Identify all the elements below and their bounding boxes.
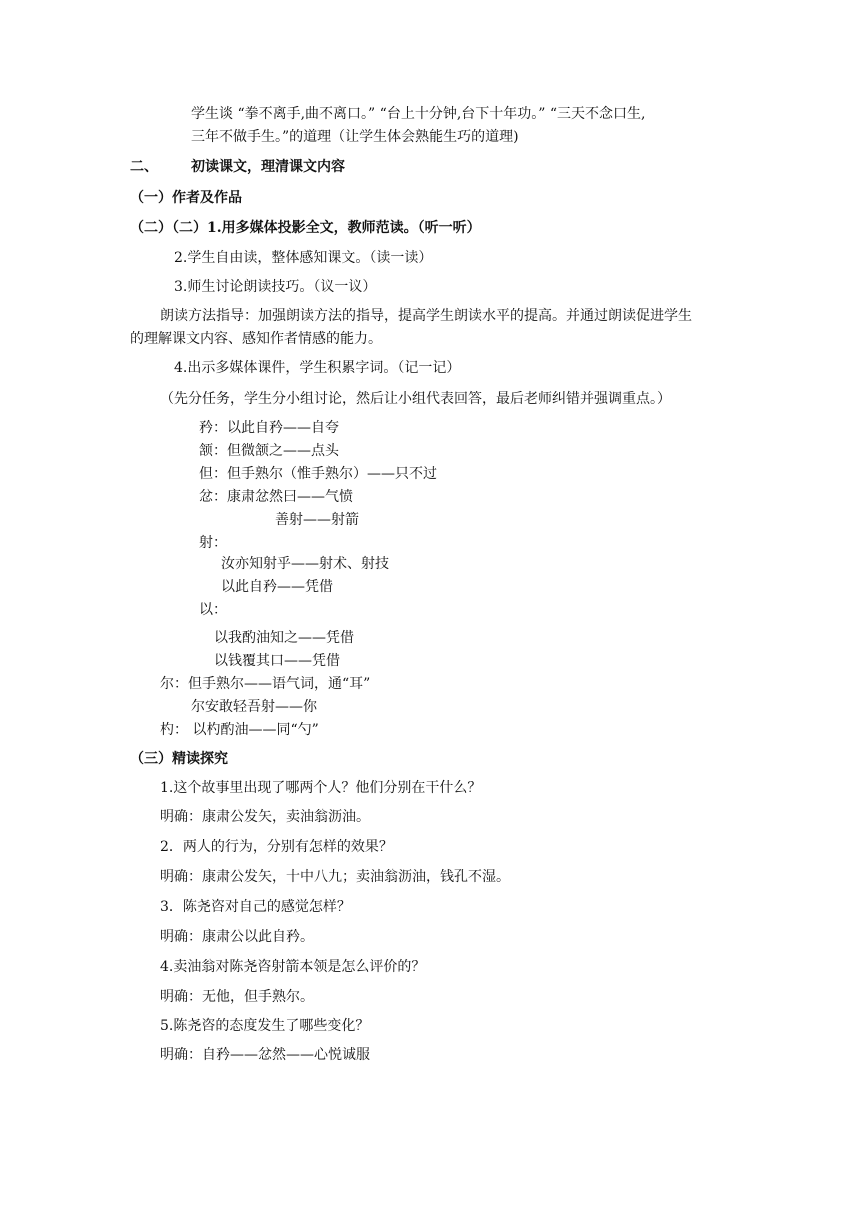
vocab-item: 以我酌油知之——凭借 bbox=[214, 630, 354, 646]
section-heading: 初读课文，理清课文内容 bbox=[191, 159, 345, 175]
subsection-heading: （二）（二）1.用多媒体投影全文，教师范读。（听一听） bbox=[130, 220, 481, 236]
answer: 明确：康肃公以此自矜。 bbox=[160, 929, 314, 945]
question: 5.陈尧咨的态度发生了哪些变化？ bbox=[160, 1018, 370, 1034]
answer: 明确：自矜——忿然——心悦诚服 bbox=[160, 1047, 370, 1063]
text-line: 4.出示多媒体课件，学生积累字词。（记一记） bbox=[174, 360, 461, 376]
text-line: 学生谈 “拳不离手,曲不离口。” “台上十分钟,台下十年功。” “三天不念口生, bbox=[191, 106, 646, 122]
subsection-heading: （一）作者及作品 bbox=[130, 190, 242, 206]
vocab-item: 矜：以此自矜——自夸 bbox=[199, 420, 339, 436]
vocab-item: 汝亦知射乎——射术、射技 bbox=[221, 556, 389, 572]
vocab-item: 尔：但手熟尔——语气词，通“耳” bbox=[160, 676, 371, 692]
question: 1.这个故事里出现了哪两个人？他们分别在干什么？ bbox=[160, 780, 482, 796]
vocab-item: 射： bbox=[199, 535, 227, 551]
vocab-item: 以： bbox=[199, 602, 227, 618]
answer: 明确：康肃公发矢，卖油翁沥油。 bbox=[160, 809, 370, 825]
vocab-item: 杓： 以杓酌油——同“勺” bbox=[160, 722, 319, 738]
question: 4.卖油翁对陈尧咨射箭本领是怎么评价的？ bbox=[160, 959, 426, 975]
vocab-item: 忿：康肃忿然曰——气愤 bbox=[199, 489, 353, 505]
text-line: 的理解课文内容、感知作者情感的能力。 bbox=[130, 331, 382, 347]
vocab-item: 颔：但微颔之——点头 bbox=[199, 443, 339, 459]
text-line: 2.学生自由读，整体感知课文。（读一读） bbox=[174, 250, 433, 266]
vocab-item: 以钱覆其口——凭借 bbox=[214, 653, 340, 669]
section-number: 二、 bbox=[130, 159, 158, 175]
text-line: （先分任务，学生分小组讨论，然后让小组代表回答，最后老师纠错并强调重点。） bbox=[160, 391, 671, 407]
vocab-item: 但：但手熟尔（惟手熟尔）——只不过 bbox=[199, 466, 437, 482]
answer: 明确：无他，但手熟尔。 bbox=[160, 989, 314, 1005]
text-line: 三年不做手生。”的道理（让学生体会熟能生巧的道理) bbox=[191, 129, 519, 145]
vocab-item: 善射——射箭 bbox=[275, 512, 359, 528]
vocab-item: 以此自矜——凭借 bbox=[221, 579, 333, 595]
answer: 明确：康肃公发矢，十中八九；卖油翁沥油，钱孔不湿。 bbox=[160, 869, 510, 885]
subsection-heading: （三）精读探究 bbox=[130, 751, 228, 767]
question: 3．陈尧咨对自己的感觉怎样？ bbox=[160, 899, 351, 915]
text-line: 朗读方法指导：加强朗读方法的指导，提高学生朗读水平的提高。并通过朗读促进学生 bbox=[160, 308, 692, 324]
question: 2．两人的行为，分别有怎样的效果？ bbox=[160, 839, 393, 855]
vocab-item: 尔安敢轻吾射——你 bbox=[191, 699, 317, 715]
text-line: 3.师生讨论朗读技巧。（议一议） bbox=[174, 279, 377, 295]
